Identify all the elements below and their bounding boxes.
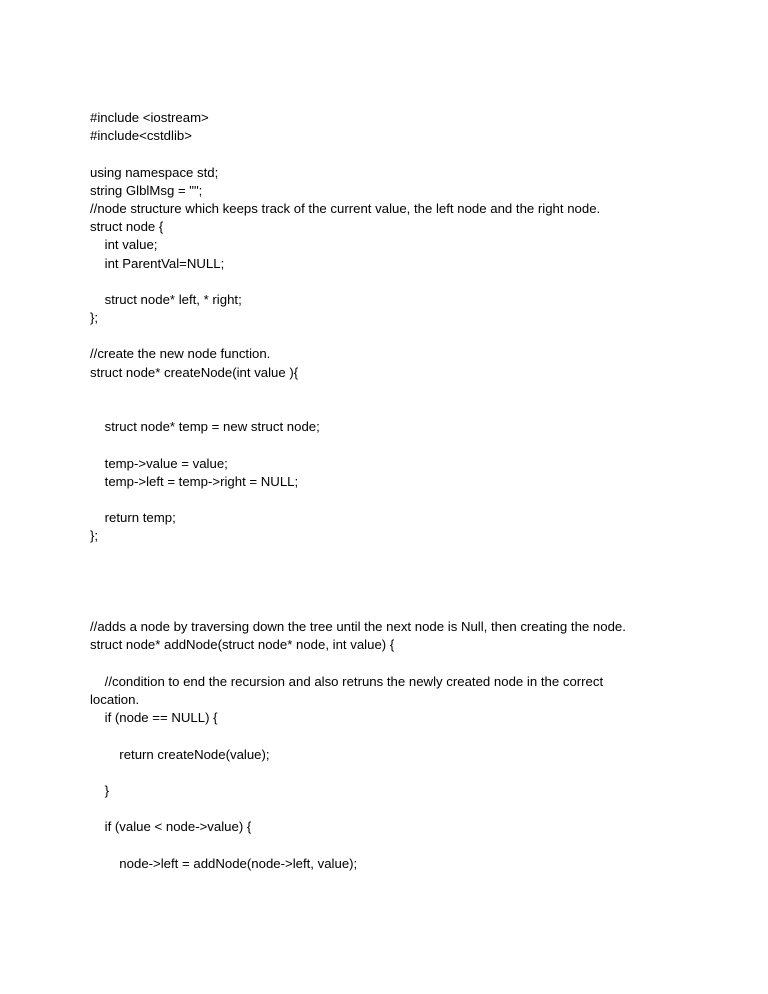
blank-line <box>90 436 690 454</box>
code-line: #include <iostream> <box>90 110 209 125</box>
code-line: //adds a node by traversing down the tree until the next node is Null, then creating the node. <box>90 619 626 635</box>
blank-line <box>90 145 690 163</box>
code-line: return temp; <box>90 510 176 526</box>
code-line: int value; <box>90 237 158 253</box>
code-line: if (value < node->value) { <box>90 819 252 835</box>
code-line: return createNode(value); <box>90 746 270 762</box>
code-line: temp->value = value; <box>90 455 228 471</box>
code-line: //condition to end the recursion and also retruns the newly created node in the correct <box>90 673 604 689</box>
blank-line <box>90 600 690 618</box>
blank-line <box>90 546 690 564</box>
blank-line <box>90 582 690 600</box>
code-line: struct node* left, * right; <box>90 291 242 307</box>
code-line: #include<cstdlib> <box>90 128 192 144</box>
code-line: string GlblMsg = ""; <box>90 182 203 198</box>
code-line: int ParentVal=NULL; <box>90 255 225 271</box>
blank-line <box>90 564 690 582</box>
code-line: temp->left = temp->right = NULL; <box>90 473 299 489</box>
blank-line <box>90 491 690 509</box>
code-line: } <box>90 782 110 798</box>
code-line: struct node { <box>90 219 164 235</box>
code-line: }; <box>90 310 99 326</box>
code-line: }; <box>90 528 99 544</box>
code-line: //node structure which keeps track of the current value, the left node and the right node. <box>90 200 601 216</box>
code-line: if (node == NULL) { <box>90 710 218 726</box>
code-line: location. <box>90 692 140 707</box>
code-line: node->left = addNode(node->left, value); <box>90 855 358 871</box>
blank-line <box>90 655 690 673</box>
code-line: //create the new node function. <box>90 346 271 362</box>
blank-line <box>90 382 690 400</box>
blank-line <box>90 837 690 855</box>
blank-line <box>90 327 690 345</box>
blank-line <box>90 727 690 745</box>
code-line: struct node* createNode(int value ){ <box>90 364 299 380</box>
code-line: using namespace std; <box>90 164 219 180</box>
blank-line <box>90 400 690 418</box>
blank-line <box>90 273 690 291</box>
code-listing <box>90 109 690 873</box>
code-line: struct node* temp = new struct node; <box>90 419 320 435</box>
blank-line <box>90 800 690 818</box>
blank-line <box>90 764 690 782</box>
code-line: struct node* addNode(struct node* node, int value) { <box>90 637 395 653</box>
